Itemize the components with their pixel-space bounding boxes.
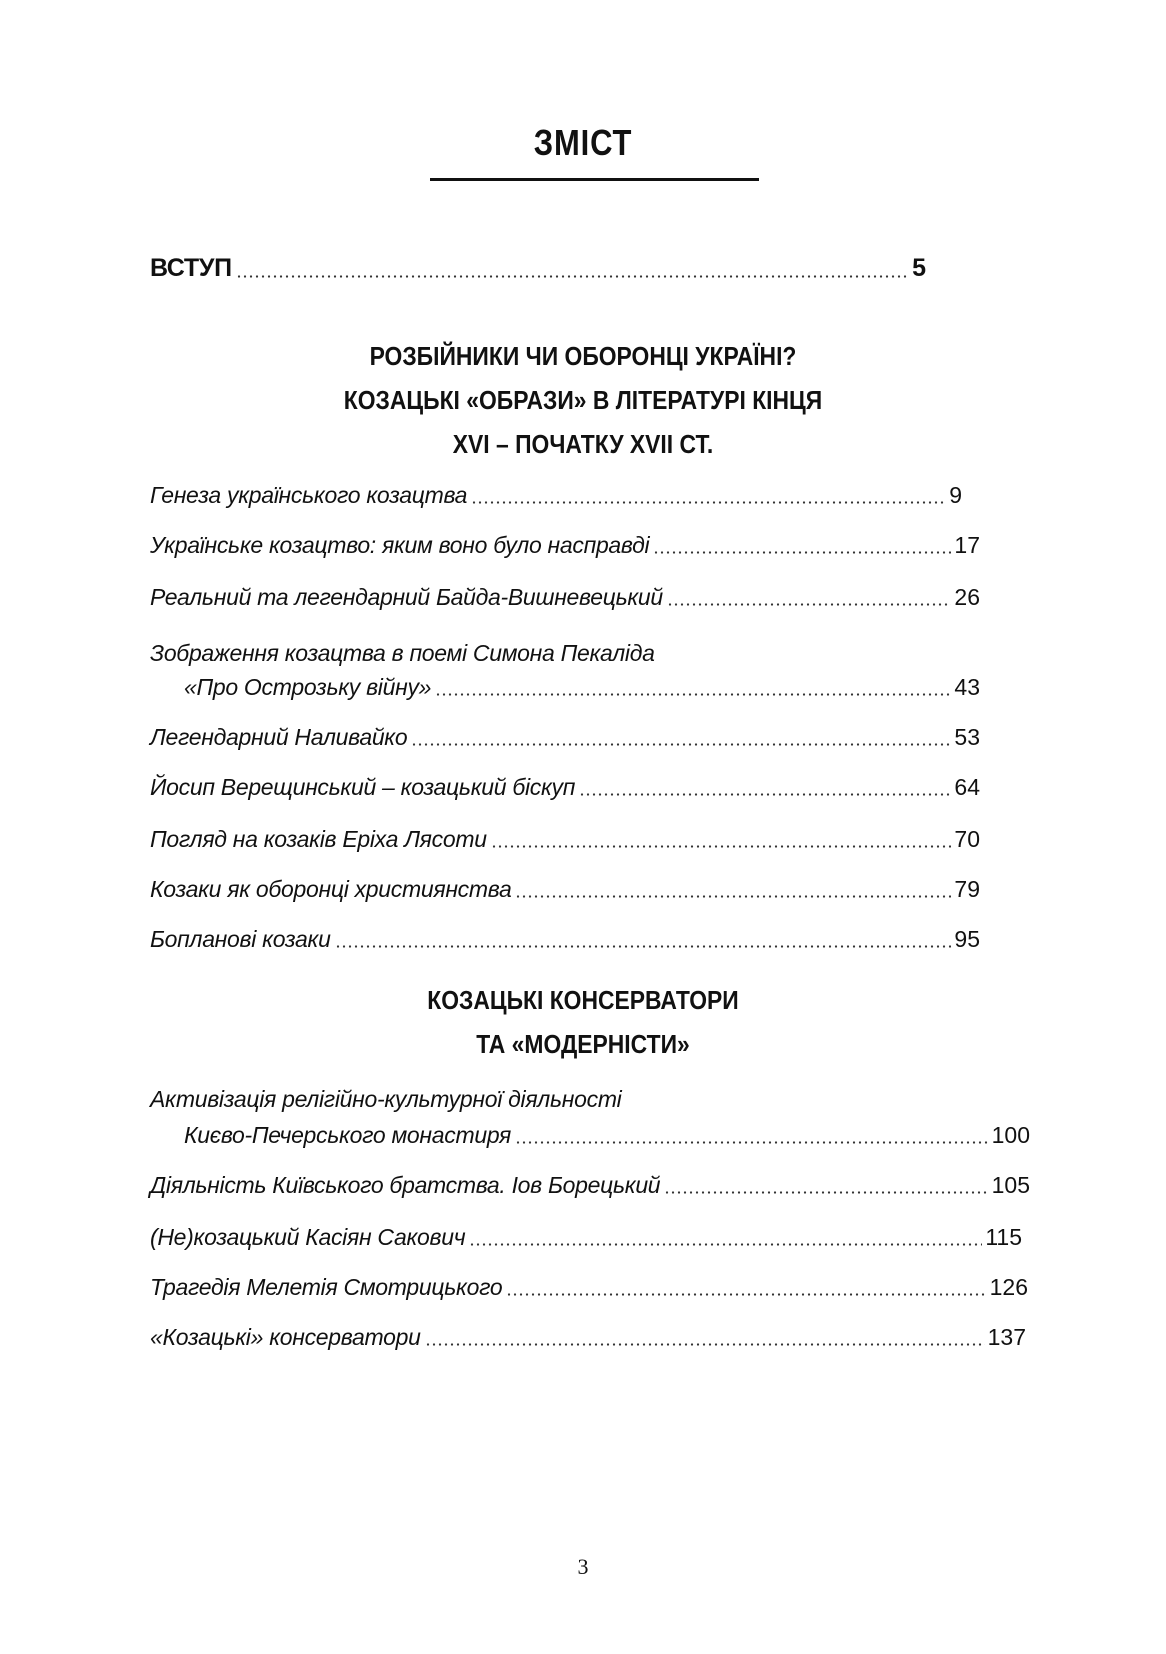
toc-entry-title: Реальний та легендарний Байда-Вишневецький: [150, 584, 663, 610]
page-number: 3: [577, 1554, 589, 1579]
toc-entry[interactable]: [150, 826, 980, 853]
section-heading-line: ТА «МОДЕРНІСТИ»: [476, 1029, 690, 1059]
toc-entry-page: 79: [954, 876, 980, 902]
dot-leader: [335, 945, 952, 948]
toc-entry[interactable]: [150, 1172, 1030, 1199]
toc-entry-page: 137: [987, 1324, 1026, 1350]
section-heading-2: [70, 978, 1096, 1066]
dot-leader: [411, 743, 951, 746]
toc-entry-page: 115: [985, 1224, 1022, 1250]
toc-entry-title: Українське козацтво: яким воно було насправді: [150, 532, 650, 558]
dot-leader: [506, 1293, 986, 1296]
toc-entry-page: 95: [954, 926, 980, 952]
section-heading-line: РОЗБІЙНИКИ ЧИ ОБОРОНЦІ УКРАЇНІ?: [369, 341, 797, 371]
dot-leader: [471, 501, 946, 504]
toc-entry-title: «Козацькі» консерватори: [150, 1324, 421, 1350]
dot-leader: [515, 895, 951, 898]
toc-entry-page: 100: [991, 1122, 1030, 1148]
title-underline: [430, 178, 759, 181]
toc-entry-page: 26: [954, 584, 980, 610]
toc-entry[interactable]: [150, 926, 980, 953]
toc-entry-title: Бопланові козаки: [150, 926, 331, 952]
dot-leader: [236, 275, 909, 278]
toc-entry[interactable]: [150, 532, 980, 559]
dot-leader: [425, 1343, 985, 1346]
dot-leader: [435, 693, 951, 696]
dot-leader: [664, 1191, 988, 1194]
toc-entry[interactable]: [150, 584, 980, 611]
toc-entry-page: 105: [991, 1172, 1030, 1198]
toc-entry-page: 53: [954, 724, 980, 750]
toc-entry[interactable]: [150, 774, 980, 801]
section-heading-line: КОЗАЦЬКІ КОНСЕРВАТОРИ: [427, 985, 739, 1015]
toc-entry-title: Легендарний Наливайко: [150, 724, 408, 750]
toc-entry-title: «Про Острозьку війну»: [184, 674, 432, 700]
toc-entry[interactable]: [150, 1324, 1026, 1351]
toc-entry[interactable]: [184, 674, 980, 701]
dot-leader: [491, 845, 952, 848]
toc-entry-intro[interactable]: [150, 254, 926, 283]
toc-entry[interactable]: [150, 1224, 1022, 1251]
toc-entry-title: (Не)козацький Касіян Сакович: [150, 1224, 466, 1250]
dot-leader: [515, 1141, 989, 1144]
toc-entry-page: 126: [989, 1274, 1028, 1300]
dot-leader: [667, 603, 951, 606]
toc-entry-title: Погляд на козаків Еріха Лясоти: [150, 826, 487, 852]
dot-leader: [653, 551, 951, 554]
section-heading-line: КОЗАЦЬКІ «ОБРАЗИ» В ЛІТЕРАТУРІ КІНЦЯ: [343, 385, 823, 415]
toc-entry-page: 5: [912, 254, 926, 282]
toc-entry-title: ВСТУП: [150, 254, 232, 282]
toc-entry-page: 43: [954, 674, 980, 700]
toc-entry-title: Йосип Верещинський – козацький біскуп: [150, 774, 576, 800]
toc-entry-page: 70: [954, 826, 980, 852]
dot-leader: [579, 793, 951, 796]
section-heading-1: [70, 334, 1096, 466]
section-heading-line: XVI – ПОЧАТКУ XVII СТ.: [452, 429, 714, 459]
toc-entry-title: Генеза українського козацтва: [150, 482, 468, 508]
toc-entry[interactable]: [184, 1122, 1030, 1149]
toc-entry[interactable]: [150, 876, 980, 903]
toc-entry[interactable]: [150, 1274, 1028, 1301]
toc-entry-title-line1[interactable]: Активізація релігійно-культурної діяльності: [150, 1086, 622, 1112]
toc-entry-title-line1[interactable]: Зображення козацтва в поемі Симона Пекаліда: [150, 640, 655, 666]
page-title: ЗМІСТ: [533, 122, 633, 163]
toc-entry-page: 64: [954, 774, 980, 800]
toc-entry[interactable]: [150, 724, 980, 751]
toc-entry-title: Козаки як оборонці християнства: [150, 876, 512, 902]
toc-entry-title: Трагедія Мелетія Смотрицького: [150, 1274, 503, 1300]
toc-entry-title: Діяльність Київського братства. Іов Борецький: [150, 1172, 661, 1198]
toc-entry-page: 17: [954, 532, 980, 558]
toc-entry-page: 9: [949, 482, 962, 508]
toc-entry[interactable]: [150, 482, 962, 509]
dot-leader: [469, 1243, 982, 1246]
toc-entry-title: Києво-Печерського монастиря: [184, 1122, 512, 1148]
